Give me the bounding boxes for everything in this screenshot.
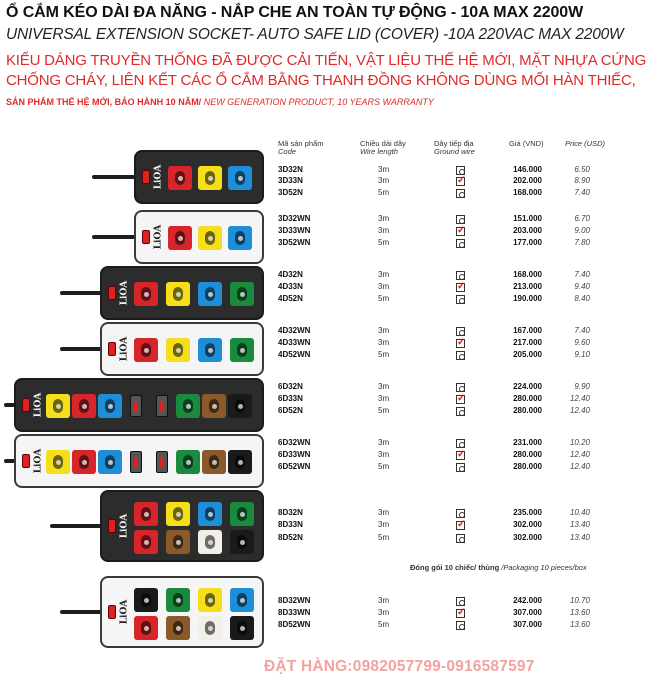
ground-circle-icon (456, 621, 465, 630)
table-row (278, 282, 598, 293)
ground-circle-icon (456, 509, 465, 518)
brand-logo: LiOA (119, 513, 130, 539)
brand-logo: LiOA (33, 448, 44, 474)
power-switch-icon (108, 342, 116, 356)
product-code: 6D33WN (278, 450, 311, 459)
power-switch-icon (108, 605, 116, 619)
table-row (278, 382, 598, 393)
product-code: 8D52WN (278, 620, 311, 629)
price-vnd: 213.000 (513, 282, 542, 291)
wire-length: 3m (378, 326, 390, 335)
power-switch-icon (108, 519, 116, 533)
price-usd: 13.40 (569, 533, 590, 542)
generation-note-en: NEW GENERATION PRODUCT, 10 YEARS WARRANTY (201, 97, 434, 107)
product-code: 8D32WN (278, 596, 311, 605)
table-row (278, 620, 598, 631)
generation-note-vn: SẢN PHẨM THẾ HỆ MỚI, BẢO HÀNH 10 NĂM/ (6, 97, 202, 107)
table-row (278, 596, 598, 607)
table-row (278, 450, 598, 461)
table-row (278, 608, 598, 619)
ground-circle-icon (456, 239, 465, 248)
price-vnd: 280.000 (513, 394, 542, 403)
power-cord (92, 175, 138, 179)
price-vnd: 302.000 (513, 520, 542, 529)
ground-circle-icon (456, 383, 465, 392)
price-vnd: 307.000 (513, 620, 542, 629)
power-cord (92, 235, 138, 239)
ground-circle-icon (456, 439, 465, 448)
wire-length: 5m (378, 462, 390, 471)
socket-green-icon (176, 394, 200, 418)
ground-check-icon (456, 283, 465, 292)
wire-length: 3m (378, 596, 390, 605)
ground-circle-icon (456, 295, 465, 304)
socket-green-icon (176, 450, 200, 474)
product-code: 8D52N (278, 533, 303, 542)
table-row (278, 226, 598, 237)
ground-circle-icon (456, 215, 465, 224)
price-vnd: 235.000 (513, 508, 542, 517)
power-strip (134, 150, 264, 204)
socket-red-icon (72, 394, 96, 418)
price-vnd: 307.000 (513, 608, 542, 617)
product-code: 4D33N (278, 282, 303, 291)
brand-logo: LiOA (119, 280, 130, 306)
wire-length: 5m (378, 188, 390, 197)
socket-yellow-icon (198, 226, 222, 250)
price-vnd: 302.000 (513, 533, 542, 542)
ground-check-icon (456, 395, 465, 404)
ground-check-icon (456, 609, 465, 618)
wire-length: 5m (378, 294, 390, 303)
price-vnd: 280.000 (513, 462, 542, 471)
brand-logo: LiOA (119, 336, 130, 362)
product-code: 4D52N (278, 294, 303, 303)
socket-white-icon (198, 616, 222, 640)
price-usd: 13.60 (569, 608, 590, 617)
brand-logo: LiOA (33, 392, 44, 418)
switch-module-icon (156, 395, 168, 417)
price-usd: 7.40 (574, 326, 590, 335)
price-usd: 12.40 (569, 462, 590, 471)
product-code: 6D32N (278, 382, 303, 391)
price-usd: 7.40 (574, 188, 590, 197)
price-usd: 7.40 (574, 270, 590, 279)
features-line-1: KIỂU DÁNG TRUYỀN THỐNG ĐÃ ĐƯỢC CẢI TIẾN, VẬT LIỆU THẾ HỆ MỚI, MẶT NHỰA CỨNG (6, 52, 646, 69)
wire-length: 3m (378, 450, 390, 459)
product-code: 3D33WN (278, 226, 311, 235)
table-row (278, 338, 598, 349)
table-row (278, 165, 598, 176)
product-code: 8D33WN (278, 608, 311, 617)
ground-circle-icon (456, 271, 465, 280)
switch-module-icon (130, 395, 142, 417)
socket-black-icon (230, 530, 254, 554)
product-code: 6D52N (278, 406, 303, 415)
price-vnd: 280.000 (513, 406, 542, 415)
price-usd: 12.40 (569, 394, 590, 403)
price-usd: 6.50 (574, 165, 590, 174)
packaging-note (410, 563, 587, 572)
product-code: 3D32N (278, 165, 303, 174)
price-usd: 10.20 (569, 438, 590, 447)
ground-circle-icon (456, 597, 465, 606)
price-usd: 9.40 (574, 282, 590, 291)
switch-module-icon (156, 451, 168, 473)
socket-yellow-icon (198, 166, 222, 190)
price-usd: 13.60 (569, 620, 590, 629)
socket-green-icon (230, 282, 254, 306)
socket-black-icon (230, 616, 254, 640)
ground-check-icon (456, 451, 465, 460)
socket-red-icon (134, 338, 158, 362)
socket-black-icon (134, 588, 158, 612)
price-usd: 9.10 (574, 350, 590, 359)
ground-circle-icon (456, 463, 465, 472)
ground-circle-icon (456, 327, 465, 336)
power-strip (100, 322, 264, 376)
ground-circle-icon (456, 534, 465, 543)
wire-length: 3m (378, 438, 390, 447)
price-vnd: 231.000 (513, 438, 542, 447)
power-strip (100, 490, 264, 562)
power-switch-icon (22, 398, 30, 412)
order-hotline[interactable]: ĐẶT HÀNG:0982057799-0916587597 (264, 658, 535, 675)
ground-circle-icon (456, 351, 465, 360)
price-vnd: 203.000 (513, 226, 542, 235)
socket-brown-icon (202, 450, 226, 474)
socket-green-icon (166, 588, 190, 612)
socket-brown-icon (202, 394, 226, 418)
table-row (278, 350, 598, 361)
product-code: 4D52WN (278, 350, 311, 359)
wire-length: 5m (378, 533, 390, 542)
power-switch-icon (142, 170, 150, 184)
price-vnd: 217.000 (513, 338, 542, 347)
price-usd: 10.70 (569, 596, 590, 605)
generation-note (6, 97, 434, 107)
power-strip (100, 576, 264, 648)
wire-length: 3m (378, 508, 390, 517)
power-switch-icon (142, 230, 150, 244)
wire-length: 5m (378, 406, 390, 415)
socket-blue-icon (198, 338, 222, 362)
socket-green-icon (230, 502, 254, 526)
price-vnd: 167.000 (513, 326, 542, 335)
power-strip (14, 378, 264, 432)
wire-length: 3m (378, 608, 390, 617)
price-usd: 8.40 (574, 294, 590, 303)
wire-length: 3m (378, 282, 390, 291)
socket-red-icon (134, 282, 158, 306)
header-model (278, 140, 338, 156)
ground-check-icon (456, 227, 465, 236)
table-row (278, 508, 598, 519)
power-switch-icon (108, 286, 116, 300)
table-row (278, 406, 598, 417)
socket-red-icon (72, 450, 96, 474)
page-title: Ổ CẮM KÉO DÀI ĐA NĂNG - NẮP CHE AN TOÀN TỰ ĐỘNG - 10A MAX 2200W (6, 4, 584, 21)
power-strip (134, 210, 264, 264)
table-row (278, 188, 598, 199)
price-vnd: 168.000 (513, 270, 542, 279)
socket-red-icon (134, 616, 158, 640)
header-vnd: Giá (VND) (509, 139, 544, 148)
brand-logo: LiOA (153, 164, 164, 190)
price-usd: 9.90 (574, 382, 590, 391)
socket-red-icon (168, 226, 192, 250)
price-usd: 12.40 (569, 406, 590, 415)
socket-yellow-icon (166, 282, 190, 306)
product-code: 3D52N (278, 188, 303, 197)
product-code: 4D32N (278, 270, 303, 279)
socket-white-icon (198, 530, 222, 554)
socket-black-icon (228, 450, 252, 474)
price-vnd: 280.000 (513, 450, 542, 459)
header-length-vn: Chiều dài dây (360, 139, 406, 148)
price-usd: 7.80 (574, 238, 590, 247)
wire-length: 5m (378, 350, 390, 359)
price-vnd: 202.000 (513, 176, 542, 185)
socket-blue-icon (230, 588, 254, 612)
socket-blue-icon (198, 502, 222, 526)
ground-check-icon (456, 521, 465, 530)
price-vnd: 168.000 (513, 188, 542, 197)
table-row (278, 394, 598, 405)
socket-yellow-icon (46, 450, 70, 474)
table-row (278, 270, 598, 281)
table-row (278, 520, 598, 531)
socket-blue-icon (228, 226, 252, 250)
price-usd: 12.40 (569, 450, 590, 459)
wire-length: 5m (378, 238, 390, 247)
wire-length: 3m (378, 394, 390, 403)
header-model-en: Code (278, 147, 296, 156)
table-row (278, 238, 598, 249)
brand-logo: LiOA (119, 599, 130, 625)
table-row (278, 533, 598, 544)
product-code: 8D33N (278, 520, 303, 529)
power-strip (100, 266, 264, 320)
ground-check-icon (456, 177, 465, 186)
wire-length: 3m (378, 382, 390, 391)
product-code: 6D33N (278, 394, 303, 403)
ground-check-icon (456, 339, 465, 348)
header-usd: Price (USD) (565, 139, 606, 148)
price-vnd: 151.000 (513, 214, 542, 223)
socket-brown-icon (166, 530, 190, 554)
power-strip (14, 434, 264, 488)
price-vnd: 205.000 (513, 350, 542, 359)
table-row (278, 438, 598, 449)
wire-length: 3m (378, 214, 390, 223)
product-code: 6D52WN (278, 462, 311, 471)
table-row (278, 326, 598, 337)
power-cord (60, 347, 104, 351)
product-code: 3D33N (278, 176, 303, 185)
packaging-note-en: /Packaging 10 pieces/box (499, 563, 587, 572)
table-row (278, 214, 598, 225)
socket-blue-icon (98, 450, 122, 474)
features-line-2: CHỐNG CHÁY, LIÊN KẾT CÁC Ổ CẮM BẰNG THANH ĐỒNG KHÔNG DÙNG MỐI HÀN THIẾC, (6, 72, 636, 89)
wire-length: 3m (378, 338, 390, 347)
brand-logo: LiOA (153, 224, 164, 250)
socket-green-icon (230, 338, 254, 362)
ground-circle-icon (456, 407, 465, 416)
table-row (278, 294, 598, 305)
socket-red-icon (168, 166, 192, 190)
ground-circle-icon (456, 189, 465, 198)
socket-yellow-icon (198, 588, 222, 612)
price-usd: 9.60 (574, 338, 590, 347)
product-code: 3D32WN (278, 214, 311, 223)
power-switch-icon (22, 454, 30, 468)
price-vnd: 242.000 (513, 596, 542, 605)
socket-red-icon (134, 530, 158, 554)
price-vnd: 146.000 (513, 165, 542, 174)
wire-length: 3m (378, 270, 390, 279)
socket-yellow-icon (166, 338, 190, 362)
header-ground-en: Ground wire (434, 147, 475, 156)
product-code: 6D32WN (278, 438, 311, 447)
price-usd: 10.40 (569, 508, 590, 517)
wire-length: 3m (378, 165, 390, 174)
header-ground (434, 140, 494, 156)
price-usd: 8.90 (574, 176, 590, 185)
price-vnd: 177.000 (513, 238, 542, 247)
header-ground-vn: Dây tiếp địa (434, 139, 474, 148)
socket-blue-icon (228, 166, 252, 190)
wire-length: 3m (378, 226, 390, 235)
header-length-en: Wire length (360, 147, 398, 156)
socket-blue-icon (98, 394, 122, 418)
price-vnd: 224.000 (513, 382, 542, 391)
price-vnd: 190.000 (513, 294, 542, 303)
power-cord (60, 291, 104, 295)
power-cord (60, 610, 104, 614)
socket-yellow-icon (166, 502, 190, 526)
ground-circle-icon (456, 166, 465, 175)
price-usd: 13.40 (569, 520, 590, 529)
header-length (360, 140, 420, 156)
socket-yellow-icon (46, 394, 70, 418)
product-code: 4D32WN (278, 326, 311, 335)
wire-length: 3m (378, 176, 390, 185)
power-cord (50, 524, 104, 528)
switch-module-icon (130, 451, 142, 473)
socket-blue-icon (198, 282, 222, 306)
socket-red-icon (134, 502, 158, 526)
product-code: 4D33WN (278, 338, 311, 347)
table-row (278, 176, 598, 187)
price-usd: 9.00 (574, 226, 590, 235)
socket-brown-icon (166, 616, 190, 640)
table-row (278, 462, 598, 473)
wire-length: 5m (378, 620, 390, 629)
product-code: 3D52WN (278, 238, 311, 247)
price-usd: 6.70 (574, 214, 590, 223)
page-subtitle: UNIVERSAL EXTENSION SOCKET- AUTO SAFE LID (COVER) -10A 220VAC MAX 2200W (6, 26, 624, 43)
product-code: 8D32N (278, 508, 303, 517)
socket-black-icon (228, 394, 252, 418)
wire-length: 3m (378, 520, 390, 529)
header-model-vn: Mã sản phẩm (278, 139, 324, 148)
packaging-note-vn: Đóng gói 10 chiếc/ thùng (410, 563, 500, 572)
